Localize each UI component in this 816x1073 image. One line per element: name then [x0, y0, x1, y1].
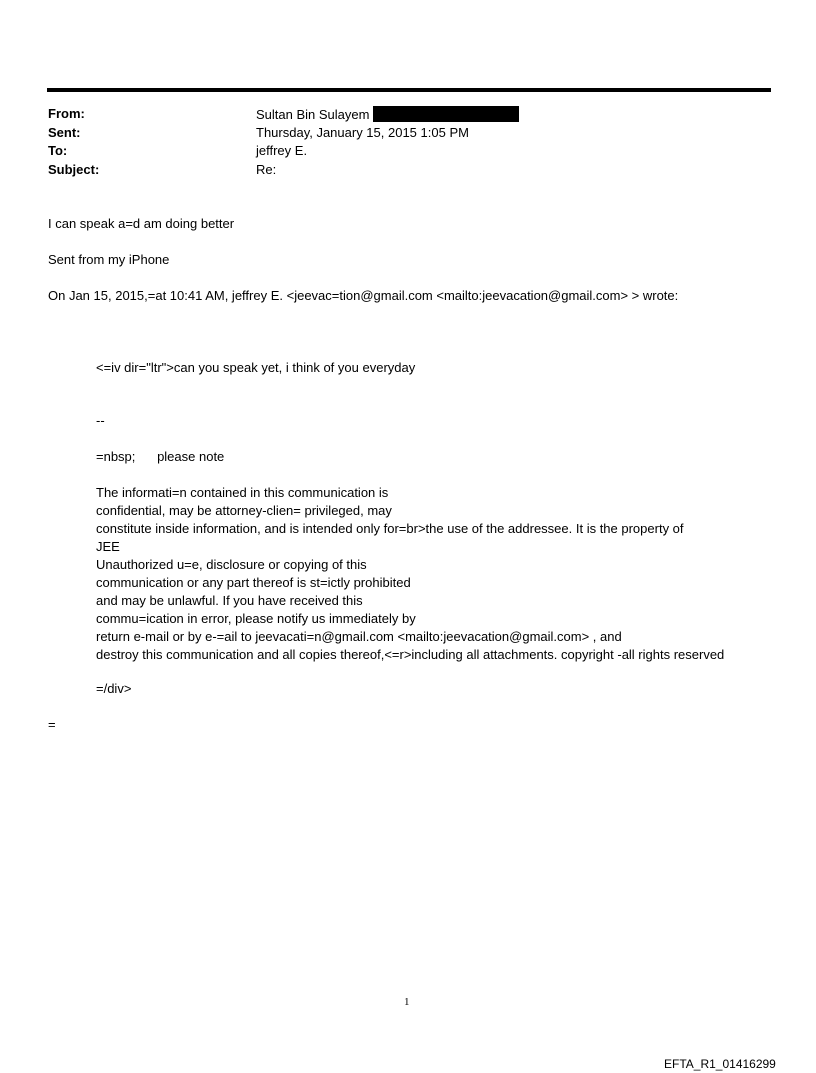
- sent-value: Thursday, January 15, 2015 1:05 PM: [256, 124, 469, 140]
- disclaimer-line: destroy this communication and all copies thereof,<=r>including all attachments. copyright -all rights reserved: [96, 647, 725, 662]
- div-close: =/div>: [96, 681, 132, 696]
- to-value: jeffrey E.: [256, 143, 308, 158]
- disclaimer-line: confidential, may be attorney-clien= privileged, may: [96, 503, 392, 518]
- disclaimer-block: [96, 484, 724, 664]
- reply-text: I can speak a=d am doing better: [48, 216, 235, 231]
- disclaimer-line: constitute inside information, and is intended only for=br>the use of the addressee. It is the property of: [96, 521, 684, 536]
- page-number: 1: [404, 996, 410, 1008]
- quoted-message: <=iv dir="ltr">can you speak yet, i think of you everyday: [96, 360, 416, 375]
- signature-text: Sent from my iPhone: [48, 252, 170, 267]
- disclaimer-line: Unauthorized u=e, disclosure or copying of this: [96, 557, 367, 572]
- sent-label: Sent:: [48, 124, 81, 140]
- disclaimer-line: commu=ication in error, please notify us immediately by: [96, 611, 416, 626]
- disclaimer-line: and may be unlawful. If you have received this: [96, 593, 363, 608]
- document-id: EFTA_R1_01416299: [664, 1057, 776, 1071]
- disclaimer-line: The informati=n contained in this communication is: [96, 485, 389, 500]
- to-label: To:: [48, 143, 68, 158]
- subject-value: Re:: [256, 161, 277, 177]
- disclaimer-line: return e-mail or by e-=ail to jeevacati=n@gmail.com <mailto:jeevacation@gmail.com> , and: [96, 629, 622, 644]
- nbsp-note: =nbsp; please note: [96, 449, 225, 464]
- quote-intro: On Jan 15, 2015,=at 10:41 AM, jeffrey E. <jeevac=tion@gmail.com <mailto:jeevacation@gmail.com> > wrote:: [48, 288, 679, 303]
- top-rule: [47, 88, 771, 92]
- sender-name: Sultan Bin Sulayem: [256, 107, 370, 122]
- signature-dashes: --: [96, 413, 105, 428]
- from-value: [256, 106, 519, 122]
- subject-label: Subject:: [48, 161, 100, 177]
- disclaimer-line: communication or any part thereof is st=ictly prohibited: [96, 575, 411, 590]
- disclaimer-line: JEE: [96, 539, 120, 554]
- redaction-box: [373, 106, 519, 122]
- trailing-equals: =: [48, 717, 56, 732]
- from-label: From:: [48, 106, 85, 121]
